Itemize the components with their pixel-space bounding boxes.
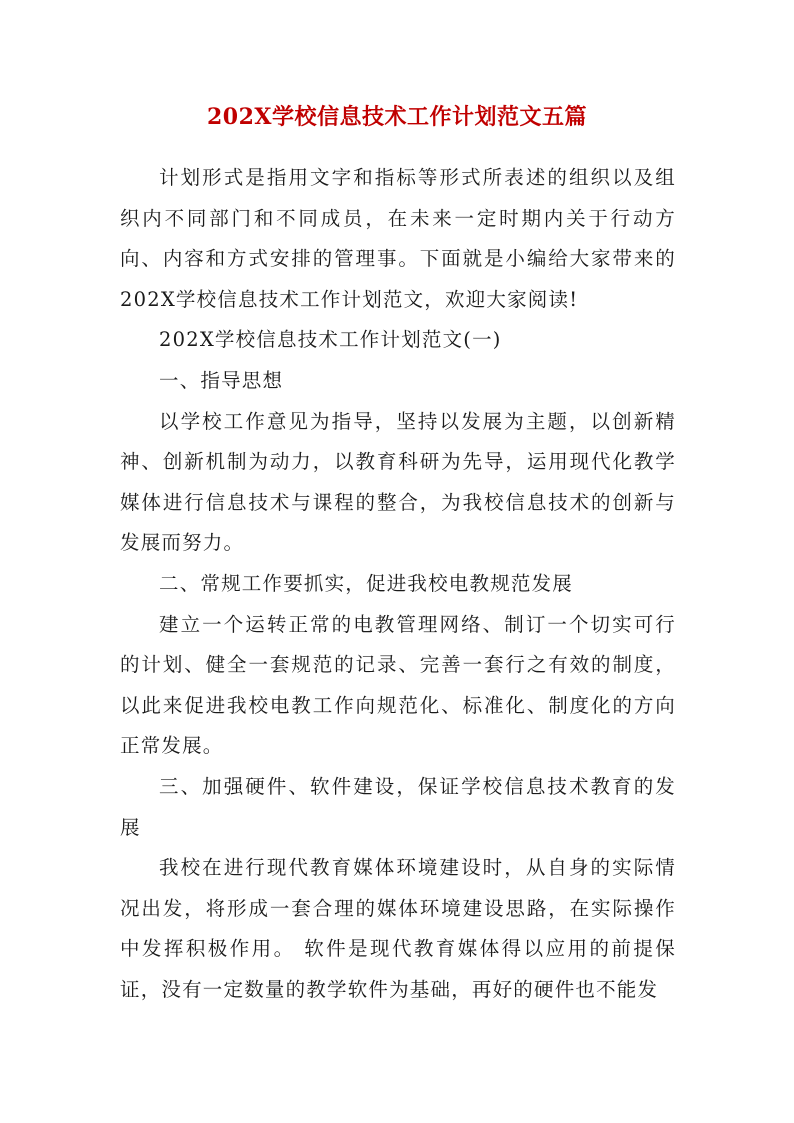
intro-paragraph: 计划形式是指用文字和指标等形式所表述的组织以及组织内不同部门和不同成员，在未来一定时期内关于行动方向、内容和方式安排的管理事。下面就是小编给大家带来的202X学校信息技术工作计划范文，欢迎大家阅读! [120,166,676,311]
document-title: 202X学校信息技术工作计划范文五篇 [207,104,587,130]
section-heading-plan-one: 202X学校信息技术工作计划范文(一) [159,328,502,352]
hardware-software-paragraph: 我校在进行现代教育媒体环境建设时，从自身的实际情况出发，将形成一套合理的媒体环境建设思路，在实际操作中发挥积极作用。 软件是现代教育媒体得以应用的前提保证，没有一定数量的教学软件为基础，再好的硬件也不能发 [120,856,676,1001]
guiding-ideology-paragraph: 以学校工作意见为指导，坚持以发展为主题，以创新精神、创新机制为动力，以教育科研为先导，运用现代化教学媒体进行信息技术与课程的整合，为我校信息技术的创新与发展而努力。 [120,409,676,555]
section-heading-routine-work: 二、常规工作要抓实，促进我校电教规范发展 [159,571,574,595]
routine-work-paragraph: 建立一个运转正常的电教管理网络、制订一个切实可行的计划、健全一套规范的记录、完善一套行之有效的制度，以此来促进我校电教工作向规范化、标准化、制度化的方向正常发展。 [120,612,676,758]
document-body [120,158,676,1010]
section-heading-hardware-software: 三、加强硬件、软件建设，保证学校信息技术教育的发展 [120,774,676,839]
section-heading-guiding-ideology: 一、指导思想 [159,368,284,392]
